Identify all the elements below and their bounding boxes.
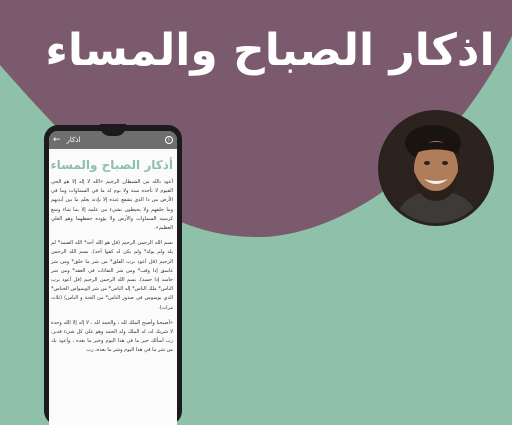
author-avatar: [378, 110, 494, 226]
phone-screen: [49, 131, 177, 425]
app-bar-title: اذكار: [66, 136, 81, 144]
arrow-left-icon[interactable]: ←: [53, 134, 61, 145]
page-title: أذكار الصباح والمساء: [50, 158, 173, 172]
text-paragraph: «أصبحنا وأصبح الملك لله ، والحمد لله ، لا إله إلا الله وحده لا شريك له، له الملك وله الحمد وهو على كل شيء قدير، رب أسألك خير ما في هذا اليوم وخير ما بعده ، وأعوذ بك من شر ما في هذا اليوم وشر ما بعده، رب: [51, 319, 173, 354]
person-photo-icon: [381, 113, 491, 223]
text-paragraph: بسم الله الرحمن الرحيم (قل هو الله أحد* الله الصمد* لم يلد ولم يولد* ولم يكن له كفوا أحد). بسم الله الرحمن الرحيم (قل أعوذ برب الفلق* من شر ما خلق* ومن شر غاسق إذا وقب* ومن شر النفاثات في العقد* ومن شر حاسد إذا حسد). بسم الله الرحمن الرحيم (قل أعوذ برب الناس* ملك الناس* إله الناس* من شر الوسواس الخناس* الذي يوسوس في صدور الناس* من الجنة و الناس) (ثلاث مرات).: [51, 240, 173, 311]
text-paragraph: أعوذ بالله من الشيطان الرجيم «الله لا إله إلا هو الحي القيوم لا تأخذه سنة ولا نوم له ما في السماوات وما في الأرض من ذا الذي يشفع عنده إلا بإذنه يعلم ما بين أيديهم وما خلفهم ولا يحيطون بشيء من علمه إلا بما شاء وسع كرسيه السماوات والأرض ولا يؤوده حفظهما وهو العلي العظيم».: [51, 179, 173, 232]
info-icon[interactable]: i: [165, 136, 173, 144]
banner-headline: اذكار الصباح والمساء: [45, 24, 495, 76]
phone-mockup: [44, 125, 182, 425]
adhkar-text: [49, 176, 177, 356]
